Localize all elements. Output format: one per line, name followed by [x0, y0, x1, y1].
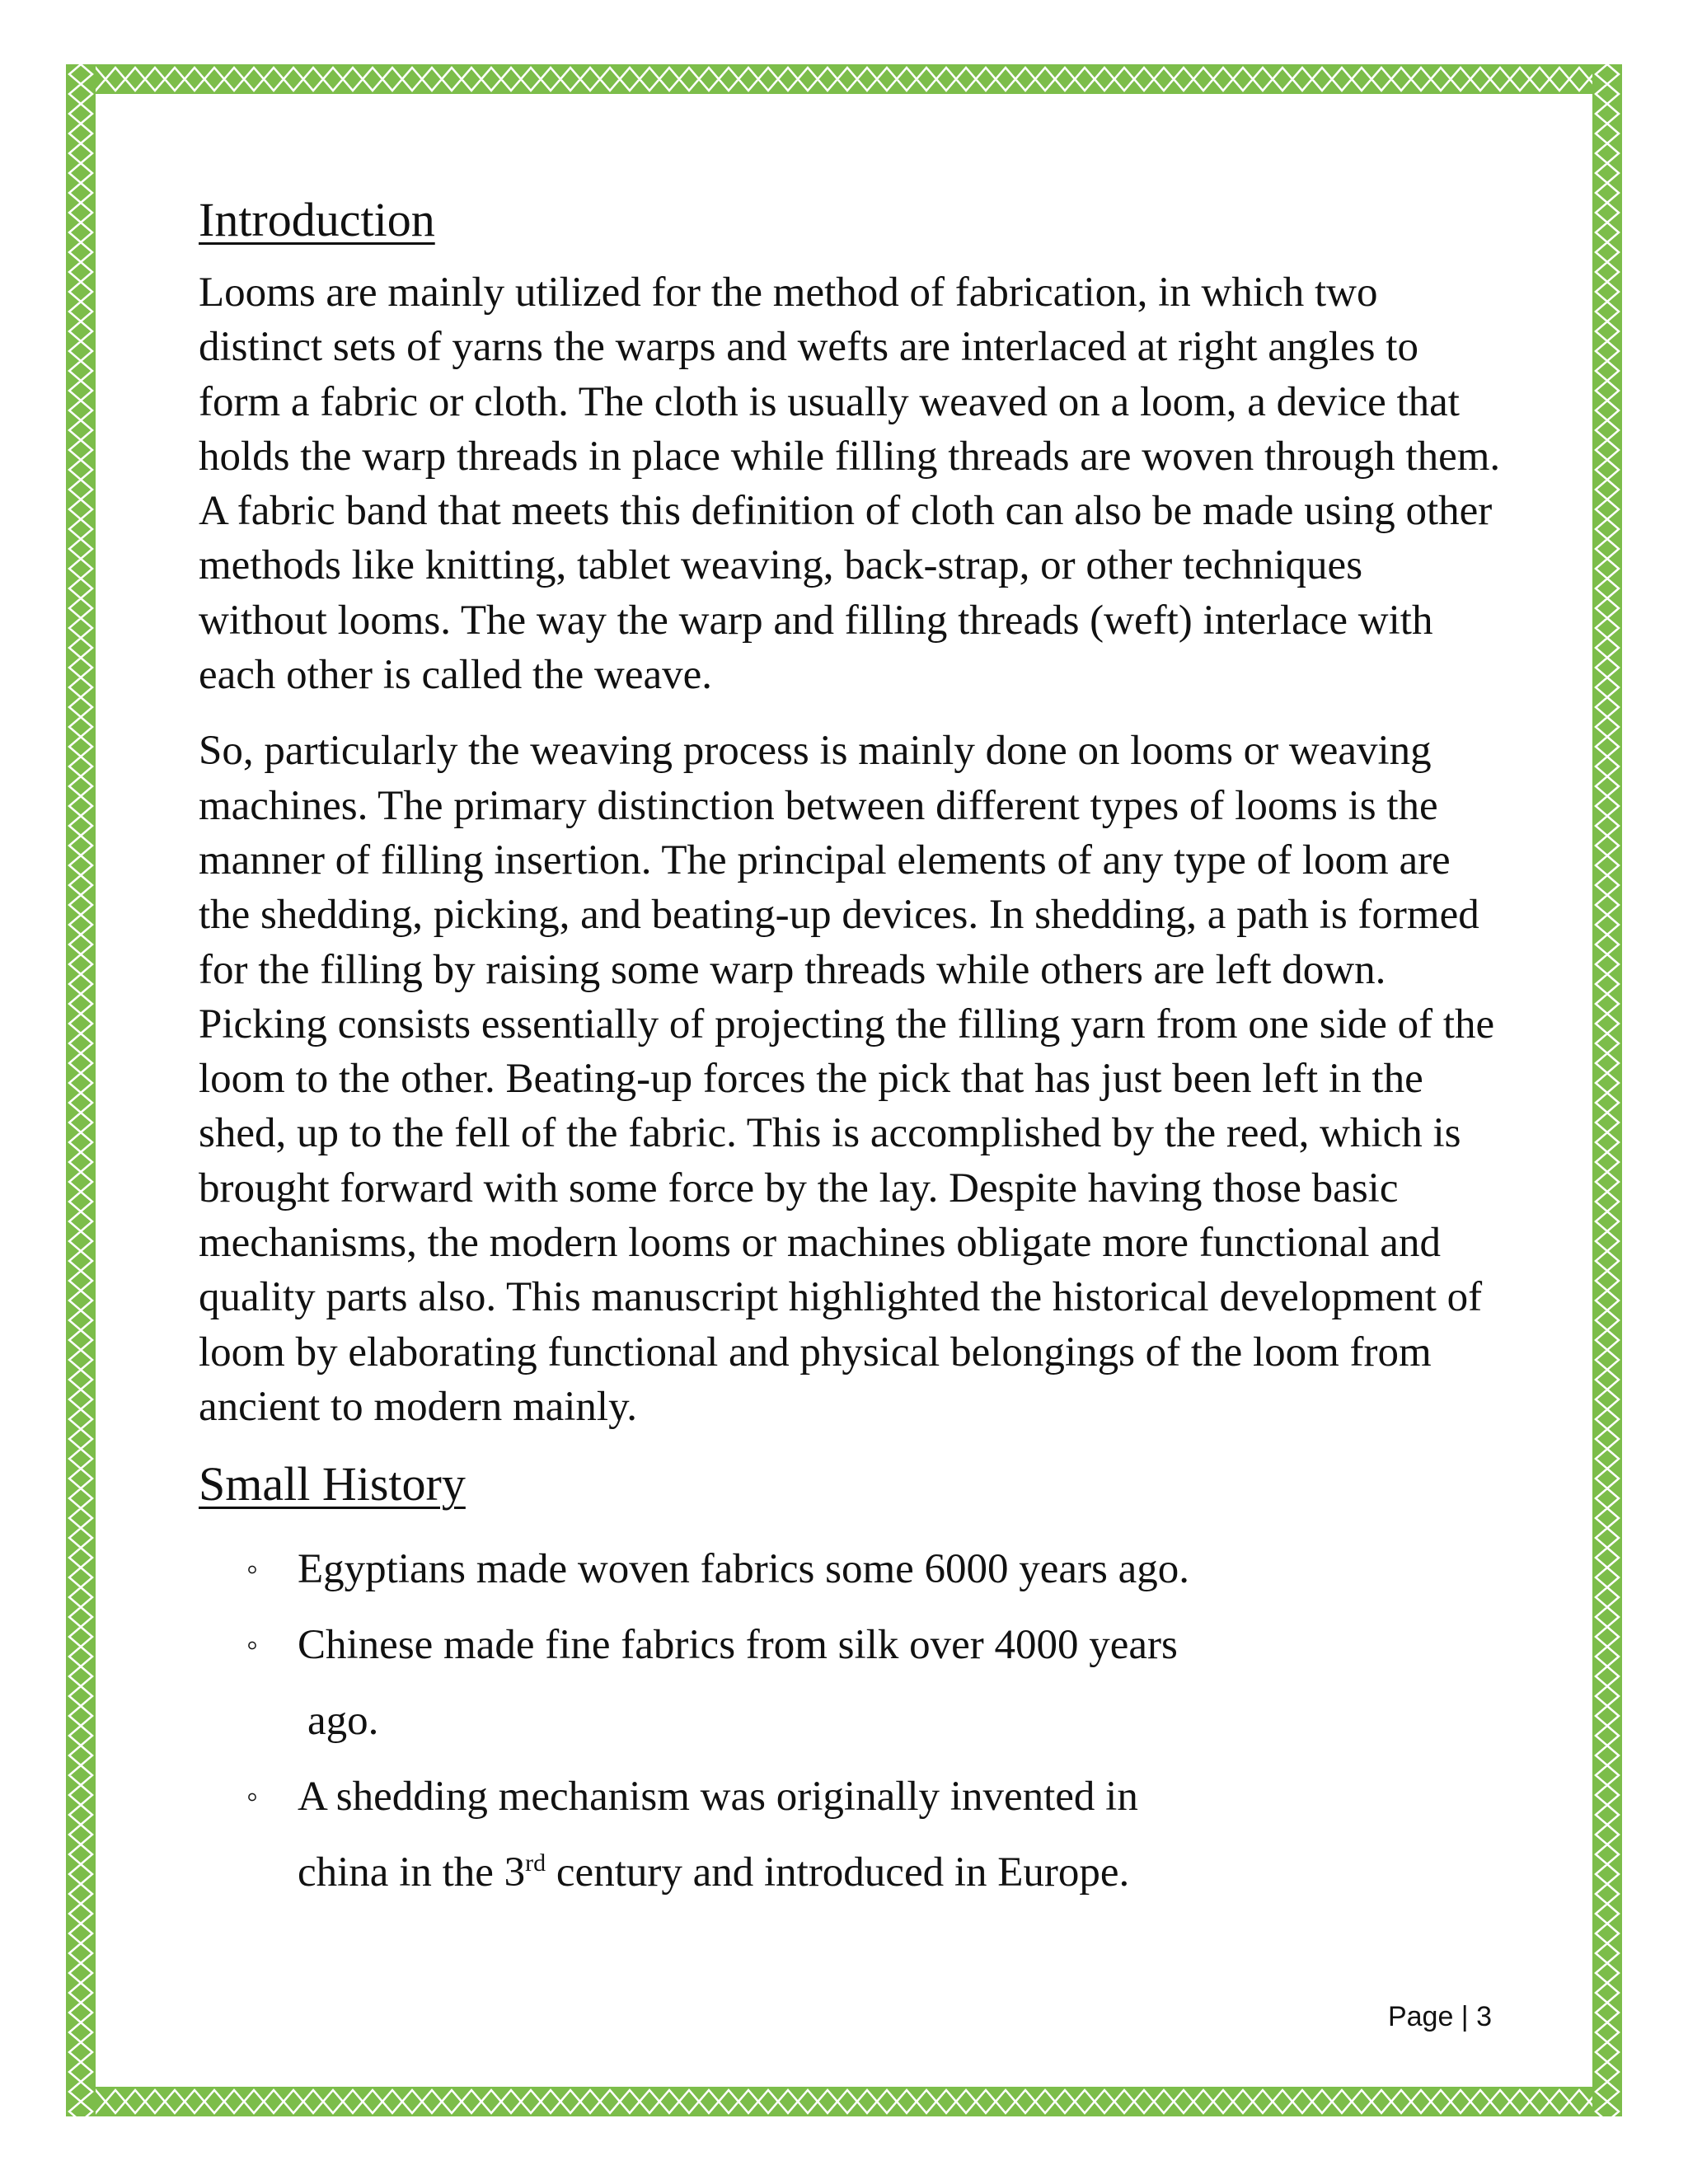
list-item-continuation: ago.: [307, 1698, 379, 1745]
bullet-icon: ◦: [246, 1778, 259, 1816]
list-item: [199, 1607, 1501, 1759]
bullet-icon: ◦: [246, 1550, 259, 1588]
text-before-superscript: china in the 3: [298, 1849, 526, 1896]
superscript: rd: [525, 1849, 546, 1877]
history-list: [199, 1531, 1501, 1910]
intro-paragraph-2: So, particularly the weaving process is mainly done on looms or weaving machines. The primary distinction between different types of looms is the manner of filling insertion. The principal elements of any type of loom are the shedding, picking, and beating-up devices. In shedding, a path is formed for the filling by raising some warp threads while others are left down. Picking consists essentially of projecting the filling yarn from one side of the loom to the other. Beating-up forces the pick that has just been left in the shed, up to the fell of the fabric. This is accomplished by the reed, which is brought forward with some force by the lay. Despite having those basic mechanisms, the modern looms or machines obligate more functional and quality parts also. This manuscript highlighted the historical development of loom by elaborating functional and physical belongings of the loom from ancient to modern mainly.: [199, 728, 1495, 1430]
page-number: Page | 3: [1387, 2001, 1492, 2032]
small-history-heading: Small History: [199, 1457, 466, 1511]
list-item-continuation: [298, 1835, 1501, 1910]
list-item: [199, 1531, 1501, 1607]
page-content: [199, 191, 1501, 1910]
text-after-superscript: century and introduced in Europe.: [546, 1849, 1130, 1896]
introduction-heading: Introduction: [199, 193, 435, 246]
list-item-text: A shedding mechanism was originally invented in: [298, 1774, 1138, 1821]
bullet-icon: ◦: [246, 1626, 259, 1664]
list-item: [199, 1759, 1501, 1910]
list-item-text: Egyptians made woven fabrics some 6000 years ago.: [298, 1546, 1190, 1593]
intro-paragraph-1: Looms are mainly utilized for the method of fabrication, in which two distinct sets of yarns the warps and wefts are interlaced at right angles to form a fabric or cloth. The cloth is usually weaved on a loom, a device that holds the warp threads in place while filling threads are woven through them. A fabric band that meets this definition of cloth can also be made using other methods like knitting, tablet weaving, back-strap, or other techniques without looms. The way the warp and filling threads (weft) interlace with each other is called the weave.: [199, 269, 1501, 699]
list-item-text: Chinese made fine fabrics from silk over 4000 years: [298, 1622, 1178, 1669]
